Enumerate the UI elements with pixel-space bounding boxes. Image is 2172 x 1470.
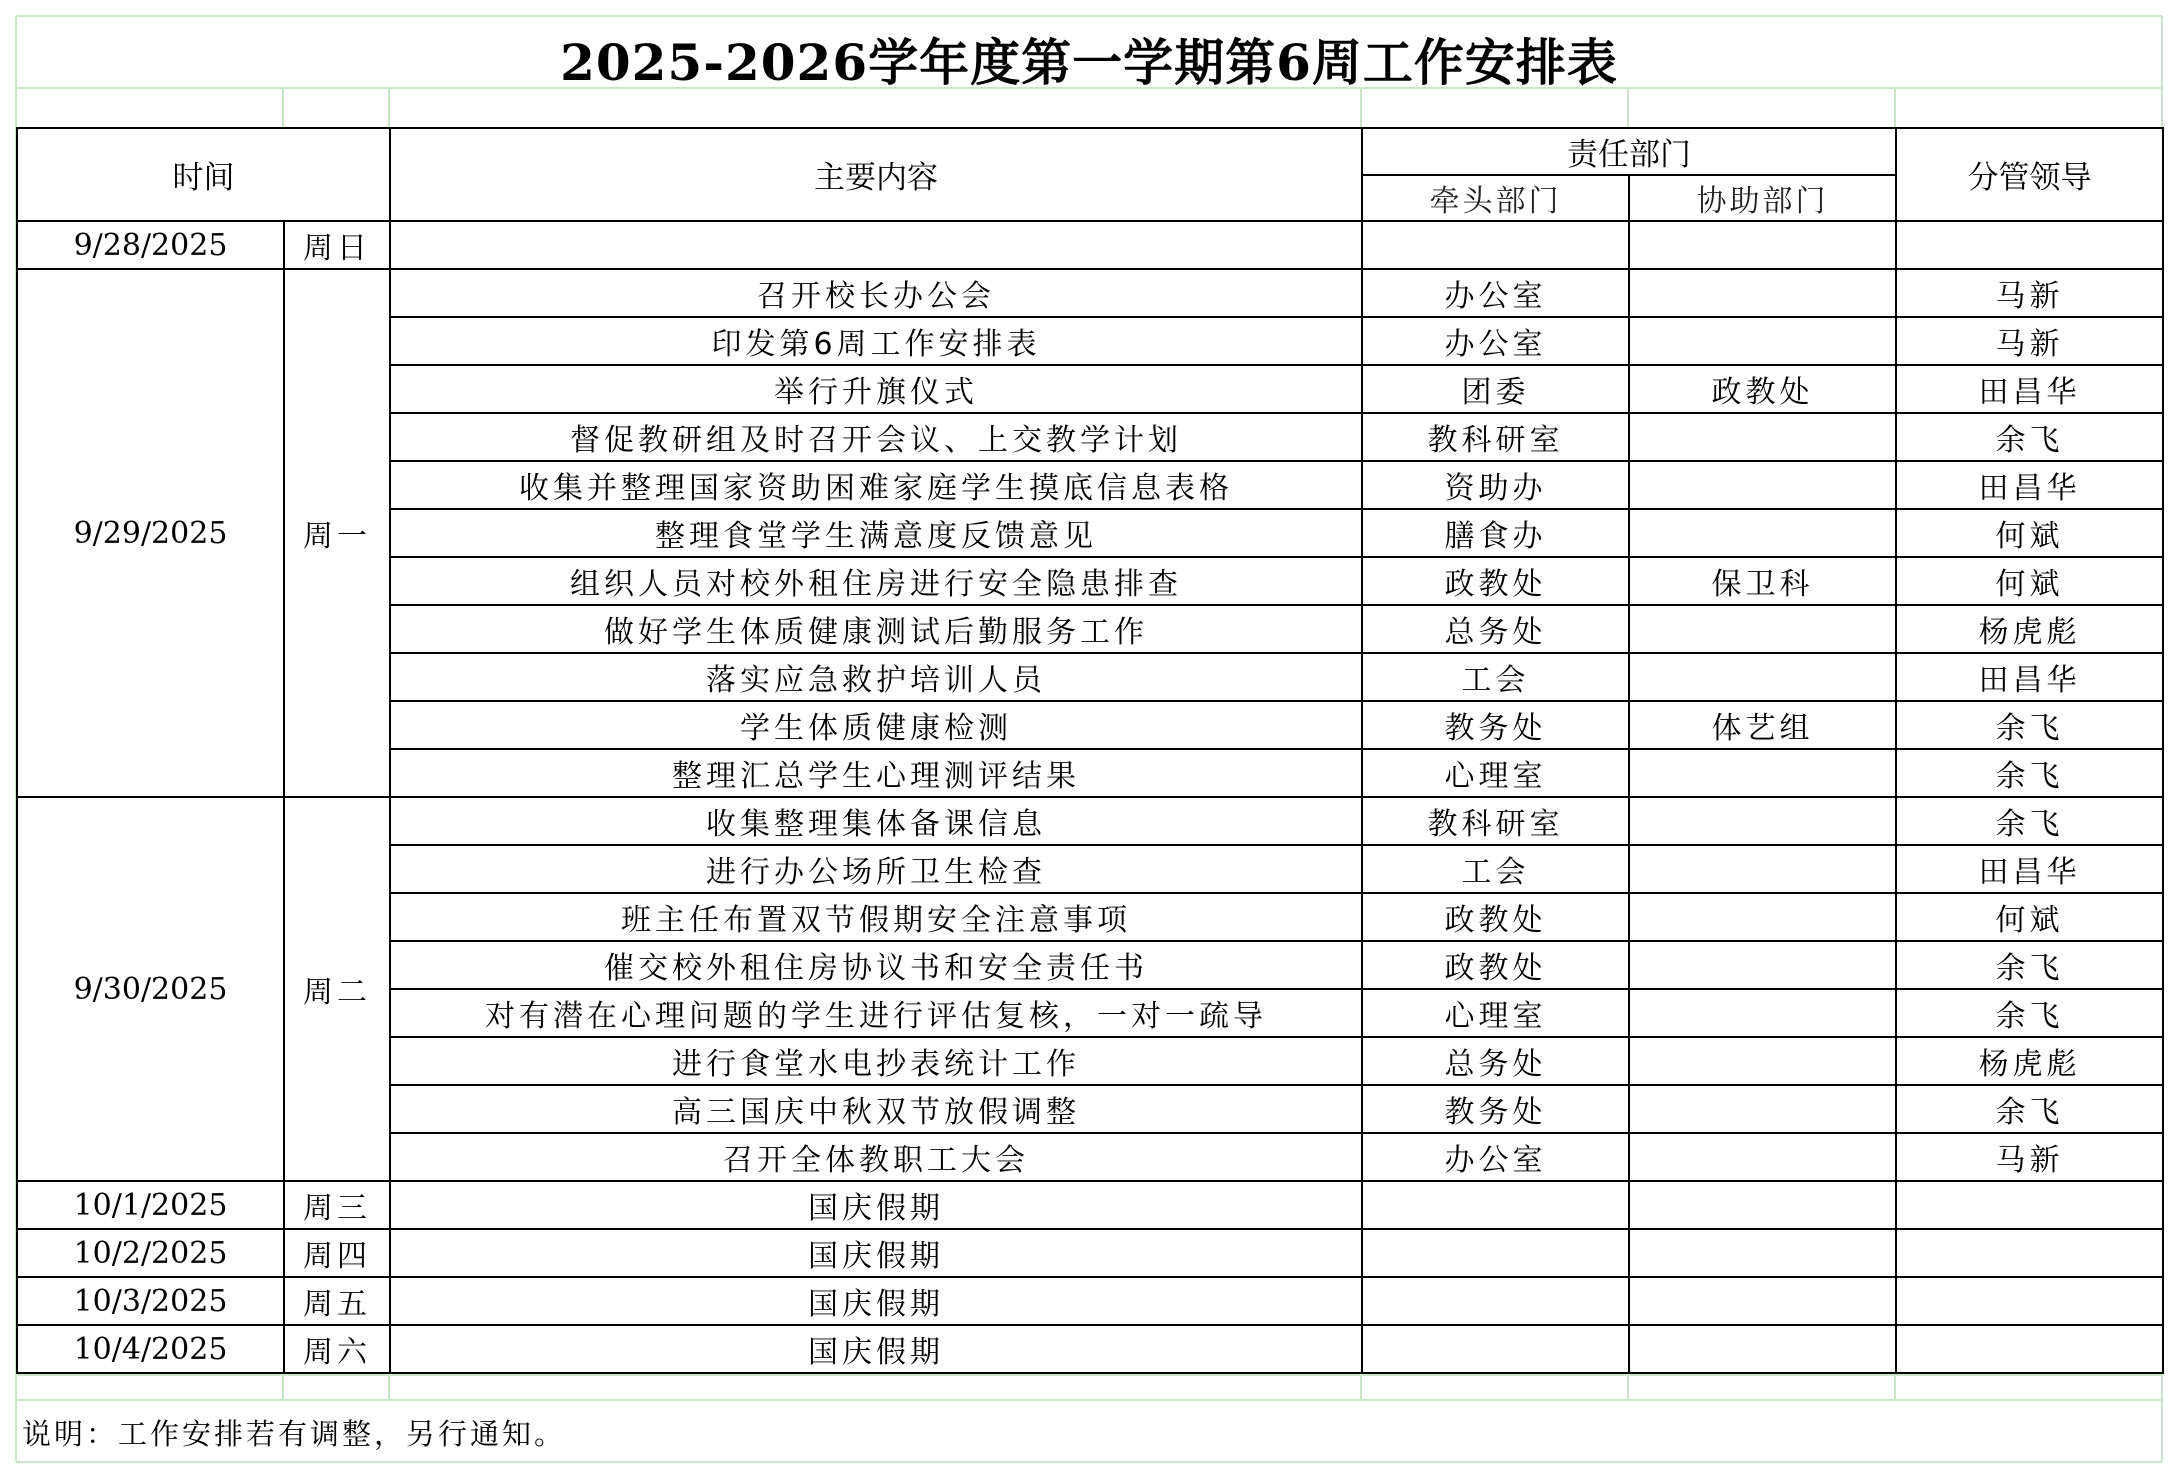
cell-assist-dept[interactable] — [1629, 1229, 1896, 1277]
cell-lead-dept[interactable]: 办公室 — [1362, 269, 1629, 317]
cell-assist-dept[interactable] — [1629, 941, 1896, 989]
cell-content[interactable]: 整理汇总学生心理测评结果 — [390, 749, 1362, 797]
cell-content[interactable]: 催交校外租住房协议书和安全责任书 — [390, 941, 1362, 989]
cell-weekday[interactable]: 周六 — [284, 1325, 390, 1373]
cell-content[interactable]: 落实应急救护培训人员 — [390, 653, 1362, 701]
cell-content[interactable]: 举行升旗仪式 — [390, 365, 1362, 413]
cell-lead-dept[interactable] — [1362, 221, 1629, 269]
cell-content[interactable]: 进行办公场所卫生检查 — [390, 845, 1362, 893]
cell-leader[interactable]: 余飞 — [1896, 701, 2163, 749]
cell-assist-dept[interactable] — [1629, 749, 1896, 797]
cell-assist-dept[interactable] — [1629, 605, 1896, 653]
cell-lead-dept[interactable]: 工会 — [1362, 845, 1629, 893]
cell-leader[interactable]: 余飞 — [1896, 989, 2163, 1037]
cell-date[interactable]: 10/1/2025 — [17, 1181, 284, 1229]
header-assist-dept[interactable]: 协助部门 — [1629, 175, 1896, 221]
cell-leader[interactable] — [1896, 1277, 2163, 1325]
cell-date[interactable]: 10/4/2025 — [17, 1325, 284, 1373]
cell-lead-dept[interactable] — [1362, 1229, 1629, 1277]
table-row — [17, 1229, 2163, 1277]
cell-date[interactable]: 9/30/2025 — [17, 797, 284, 1181]
cell-content[interactable]: 组织人员对校外租住房进行安全隐患排查 — [390, 557, 1362, 605]
cell-leader[interactable]: 余飞 — [1896, 941, 2163, 989]
cell-weekday[interactable]: 周一 — [284, 269, 390, 797]
cell-lead-dept[interactable]: 心理室 — [1362, 749, 1629, 797]
cell-content[interactable]: 学生体质健康检测 — [390, 701, 1362, 749]
cell-lead-dept[interactable] — [1362, 1277, 1629, 1325]
cell-weekday[interactable]: 周四 — [284, 1229, 390, 1277]
cell-content[interactable]: 班主任布置双节假期安全注意事项 — [390, 893, 1362, 941]
cell-content[interactable] — [390, 221, 1362, 269]
cell-leader[interactable]: 余飞 — [1896, 413, 2163, 461]
cell-date[interactable]: 10/3/2025 — [17, 1277, 284, 1325]
cell-lead-dept[interactable] — [1362, 1181, 1629, 1229]
cell-content[interactable]: 做好学生体质健康测试后勤服务工作 — [390, 605, 1362, 653]
cell-content[interactable]: 召开校长办公会 — [390, 269, 1362, 317]
cell-leader[interactable]: 田昌华 — [1896, 461, 2163, 509]
cell-content[interactable]: 国庆假期 — [390, 1325, 1362, 1373]
cell-content[interactable]: 督促教研组及时召开会议、上交教学计划 — [390, 413, 1362, 461]
cell-content[interactable]: 整理食堂学生满意度反馈意见 — [390, 509, 1362, 557]
cell-weekday[interactable]: 周三 — [284, 1181, 390, 1229]
cell-date[interactable]: 10/2/2025 — [17, 1229, 284, 1277]
cell-assist-dept[interactable] — [1629, 461, 1896, 509]
cell-leader[interactable]: 余飞 — [1896, 1085, 2163, 1133]
cell-lead-dept[interactable] — [1362, 1325, 1629, 1373]
cell-assist-dept[interactable] — [1629, 509, 1896, 557]
cell-leader[interactable]: 田昌华 — [1896, 653, 2163, 701]
cell-lead-dept[interactable]: 总务处 — [1362, 1037, 1629, 1085]
cell-date[interactable]: 9/28/2025 — [17, 221, 284, 269]
table-row — [17, 1325, 2163, 1373]
schedule-body — [17, 221, 2163, 1373]
cell-assist-dept[interactable] — [1629, 269, 1896, 317]
cell-lead-dept[interactable]: 教科研室 — [1362, 413, 1629, 461]
cell-content[interactable]: 国庆假期 — [390, 1181, 1362, 1229]
cell-lead-dept[interactable]: 政教处 — [1362, 941, 1629, 989]
table-row — [17, 1181, 2163, 1229]
cell-content[interactable]: 召开全体教职工大会 — [390, 1133, 1362, 1181]
cell-leader[interactable]: 何斌 — [1896, 509, 2163, 557]
table-row — [17, 221, 2163, 269]
cell-lead-dept[interactable]: 政教处 — [1362, 893, 1629, 941]
cell-content[interactable]: 收集并整理国家资助困难家庭学生摸底信息表格 — [390, 461, 1362, 509]
cell-content[interactable]: 高三国庆中秋双节放假调整 — [390, 1085, 1362, 1133]
cell-leader[interactable]: 马新 — [1896, 269, 2163, 317]
cell-leader[interactable]: 马新 — [1896, 317, 2163, 365]
cell-assist-dept[interactable] — [1629, 1325, 1896, 1373]
cell-assist-dept[interactable] — [1629, 1133, 1896, 1181]
cell-leader[interactable]: 马新 — [1896, 1133, 2163, 1181]
cell-assist-dept[interactable] — [1629, 1277, 1896, 1325]
cell-content[interactable]: 印发第6周工作安排表 — [390, 317, 1362, 365]
cell-lead-dept[interactable]: 膳食办 — [1362, 509, 1629, 557]
table-row — [17, 797, 2163, 845]
cell-assist-dept[interactable] — [1629, 221, 1896, 269]
cell-leader[interactable]: 余飞 — [1896, 749, 2163, 797]
cell-leader[interactable] — [1896, 1229, 2163, 1277]
cell-leader[interactable]: 杨虎彪 — [1896, 605, 2163, 653]
cell-assist-dept[interactable] — [1629, 317, 1896, 365]
cell-assist-dept[interactable] — [1629, 893, 1896, 941]
cell-content[interactable]: 国庆假期 — [390, 1229, 1362, 1277]
cell-lead-dept[interactable]: 资助办 — [1362, 461, 1629, 509]
cell-leader[interactable] — [1896, 1325, 2163, 1373]
cell-leader[interactable]: 杨虎彪 — [1896, 1037, 2163, 1085]
cell-assist-dept[interactable] — [1629, 989, 1896, 1037]
cell-lead-dept[interactable]: 办公室 — [1362, 1133, 1629, 1181]
cell-assist-dept[interactable] — [1629, 653, 1896, 701]
cell-assist-dept[interactable] — [1629, 1181, 1896, 1229]
cell-leader[interactable]: 何斌 — [1896, 557, 2163, 605]
cell-assist-dept[interactable] — [1629, 797, 1896, 845]
cell-assist-dept[interactable]: 体艺组 — [1629, 701, 1896, 749]
header-time[interactable]: 时间 — [17, 128, 390, 221]
cell-content[interactable]: 对有潜在心理问题的学生进行评估复核，一对一疏导 — [390, 989, 1362, 1037]
cell-date[interactable]: 9/29/2025 — [17, 269, 284, 797]
table-row — [17, 1277, 2163, 1325]
cell-leader[interactable] — [1896, 221, 2163, 269]
cell-lead-dept[interactable]: 教务处 — [1362, 701, 1629, 749]
cell-lead-dept[interactable]: 办公室 — [1362, 317, 1629, 365]
header-leader[interactable]: 分管领导 — [1896, 128, 2163, 221]
cell-lead-dept[interactable]: 团委 — [1362, 365, 1629, 413]
cell-assist-dept[interactable] — [1629, 1085, 1896, 1133]
cell-leader[interactable]: 何斌 — [1896, 893, 2163, 941]
cell-leader[interactable] — [1896, 1181, 2163, 1229]
cell-assist-dept[interactable]: 政教处 — [1629, 365, 1896, 413]
cell-content[interactable]: 国庆假期 — [390, 1277, 1362, 1325]
cell-lead-dept[interactable]: 政教处 — [1362, 557, 1629, 605]
cell-leader[interactable]: 田昌华 — [1896, 845, 2163, 893]
cell-assist-dept[interactable] — [1629, 413, 1896, 461]
header-responsible-dept[interactable]: 责任部门 — [1362, 128, 1896, 175]
cell-leader[interactable]: 田昌华 — [1896, 365, 2163, 413]
table-row — [17, 269, 2163, 317]
schedule-table — [16, 127, 2164, 1374]
cell-content[interactable]: 收集整理集体备课信息 — [390, 797, 1362, 845]
cell-assist-dept[interactable] — [1629, 1037, 1896, 1085]
cell-lead-dept[interactable]: 总务处 — [1362, 605, 1629, 653]
cell-lead-dept[interactable]: 教科研室 — [1362, 797, 1629, 845]
cell-assist-dept[interactable] — [1629, 845, 1896, 893]
cell-lead-dept[interactable]: 教务处 — [1362, 1085, 1629, 1133]
sheet-title[interactable]: 2025-2026学年度第一学期第6周工作安排表 — [560, 33, 1618, 92]
footnote[interactable]: 说明：工作安排若有调整，另行通知。 — [22, 1416, 567, 1451]
cell-assist-dept[interactable]: 保卫科 — [1629, 557, 1896, 605]
cell-weekday[interactable]: 周五 — [284, 1277, 390, 1325]
header-lead-dept[interactable]: 牵头部门 — [1362, 175, 1629, 221]
cell-content[interactable]: 进行食堂水电抄表统计工作 — [390, 1037, 1362, 1085]
cell-weekday[interactable]: 周二 — [284, 797, 390, 1181]
cell-leader[interactable]: 余飞 — [1896, 797, 2163, 845]
cell-weekday[interactable]: 周日 — [284, 221, 390, 269]
cell-lead-dept[interactable]: 工会 — [1362, 653, 1629, 701]
header-content[interactable]: 主要内容 — [390, 128, 1362, 221]
cell-lead-dept[interactable]: 心理室 — [1362, 989, 1629, 1037]
